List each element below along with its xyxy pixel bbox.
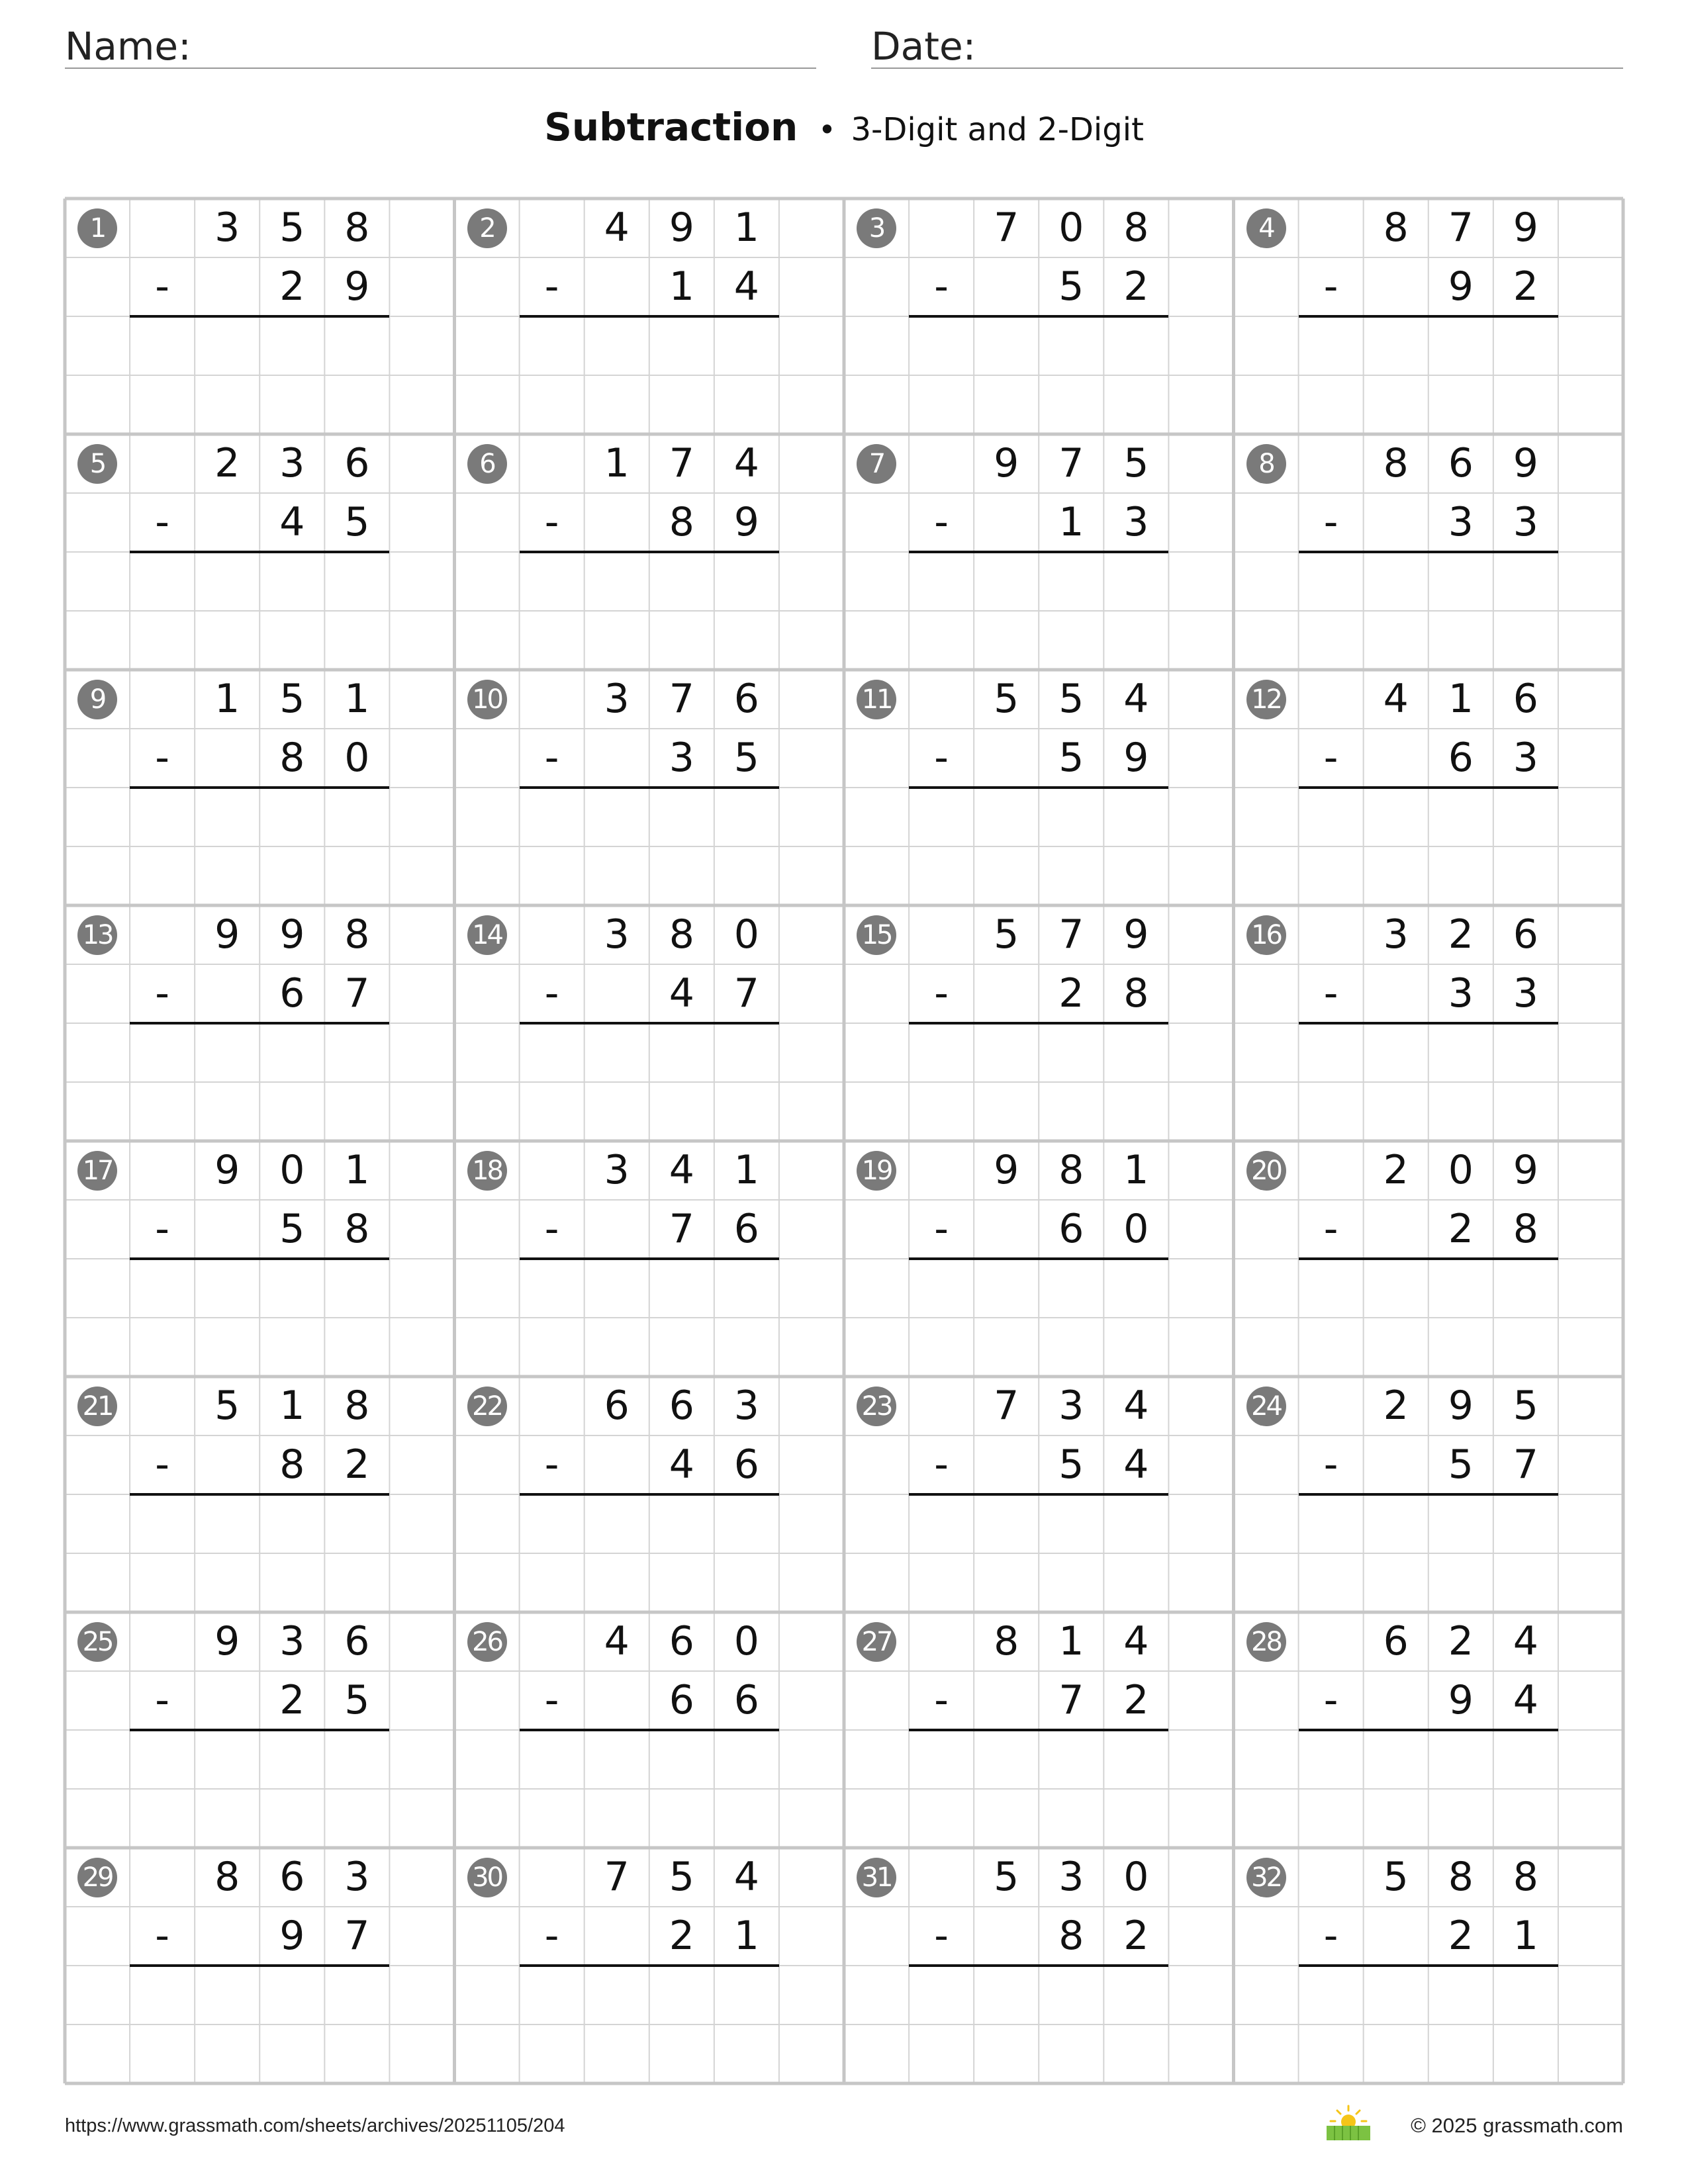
minus-sign: - [155,1677,169,1723]
subtrahend-digit: 4 [669,1441,694,1488]
minuend-digit: 5 [1383,1854,1409,1900]
subtrahend-digit: 2 [279,1677,305,1723]
minuend-digit: 6 [1383,1618,1409,1664]
answer-area[interactable] [1299,1966,1558,2083]
minuend-digit: 8 [669,911,694,958]
minus-sign: - [155,1441,169,1488]
subtrahend-digit: 3 [1513,970,1538,1017]
answer-area[interactable] [130,1023,389,1141]
minuend-digit: 6 [1513,676,1538,722]
subtrahend-digit: 9 [1123,735,1149,781]
subtrahend-digit: 0 [344,735,370,781]
subtrahend-digit: 6 [733,1677,759,1723]
answer-area[interactable] [1299,552,1558,670]
answer-area[interactable] [909,788,1168,905]
problem-number-badge: 14 [467,915,507,955]
minuend-digit: 4 [1383,676,1409,722]
minus-sign: - [1323,499,1338,545]
subtrahend-digit: 3 [1513,499,1538,545]
subtrahend-digit: 2 [1123,1913,1149,1959]
problem-20 [1234,1141,1623,1377]
subtrahend-digit: 9 [344,263,370,310]
minus-sign: - [155,1206,169,1252]
subtrahend-digit: 4 [1123,1441,1149,1488]
problem-31 [844,1848,1233,2083]
minuend-digit: 6 [669,1383,694,1429]
minuend-digit: 5 [279,676,305,722]
subtrahend-digit: 8 [1513,1206,1538,1252]
subtrahend-digit: 4 [669,970,694,1017]
problem-number-badge: 27 [857,1622,896,1662]
problem-2 [455,199,844,434]
problem-22 [455,1377,844,1612]
problem-number-badge: 19 [857,1151,896,1191]
minuend-digit: 1 [733,205,759,251]
minuend-digit: 9 [669,205,694,251]
minuend-digit: 6 [1448,440,1474,486]
answer-area[interactable] [909,1730,1168,1848]
problem-number-badge: 11 [857,680,896,719]
minuend-digit: 3 [344,1854,370,1900]
subtrahend-digit: 2 [1448,1206,1474,1252]
subtrahend-digit: 9 [733,499,759,545]
problem-number-badge: 6 [467,444,507,484]
subtrahend-digit: 3 [669,735,694,781]
subtrahend-digit: 1 [1513,1913,1538,1959]
subtrahend-digit: 5 [1448,1441,1474,1488]
subtrahend-digit: 7 [344,1913,370,1959]
problem-18 [455,1141,844,1377]
minuend-digit: 6 [1513,911,1538,958]
minuend-digit: 4 [733,1854,759,1900]
answer-area[interactable] [130,316,389,434]
minuend-digit: 8 [344,911,370,958]
minuend-digit: 4 [604,1618,630,1664]
subtrahend-digit: 7 [344,970,370,1017]
problem-number-badge: 8 [1246,444,1286,484]
subtrahend-digit: 4 [279,499,305,545]
subtrahend-digit: 2 [279,263,305,310]
subtrahend-digit: 8 [344,1206,370,1252]
footer-copyright: © 2025 grassmath.com [1411,2114,1623,2137]
answer-area[interactable] [1299,788,1558,905]
minus-sign: - [934,1677,949,1723]
problem-number-badge: 32 [1246,1858,1286,1897]
subtrahend-digit: 8 [669,499,694,545]
problem-12 [1234,670,1623,905]
minus-sign: - [544,1913,559,1959]
problem-16 [1234,905,1623,1141]
minuend-digit: 1 [1058,1618,1084,1664]
minuend-digit: 5 [669,1854,694,1900]
minuend-digit: 1 [214,676,240,722]
problem-number-badge: 10 [467,680,507,719]
minuend-digit: 0 [1448,1147,1474,1193]
problem-number-badge: 5 [77,444,117,484]
answer-area[interactable] [909,316,1168,434]
subtrahend-digit: 7 [1058,1677,1084,1723]
minus-sign: - [1323,1913,1338,1959]
minuend-digit: 4 [1123,1383,1149,1429]
minus-sign: - [544,1441,559,1488]
subtrahend-digit: 7 [1513,1441,1538,1488]
subtrahend-digit: 2 [1123,263,1149,310]
minuend-digit: 4 [733,440,759,486]
subtrahend-digit: 5 [344,499,370,545]
subtrahend-digit: 9 [279,1913,305,1959]
minuend-digit: 3 [604,911,630,958]
answer-area[interactable] [130,1259,389,1377]
minuend-digit: 8 [1448,1854,1474,1900]
title-subtitle: 3-Digit and 2-Digit [851,111,1144,148]
answer-area[interactable] [1299,316,1558,434]
answer-area[interactable] [520,552,779,670]
problem-number-badge: 4 [1246,208,1286,248]
minus-sign: - [934,1913,949,1959]
minuend-digit: 9 [214,1618,240,1664]
subtrahend-digit: 4 [1513,1677,1538,1723]
minuend-digit: 2 [1448,911,1474,958]
minuend-digit: 9 [1513,440,1538,486]
problem-number-badge: 22 [467,1387,507,1426]
problem-number-badge: 20 [1246,1151,1286,1191]
answer-area[interactable] [520,1259,779,1377]
problem-23 [844,1377,1233,1612]
subtrahend-digit: 8 [279,735,305,781]
problem-7 [844,434,1233,670]
minuend-digit: 4 [1123,676,1149,722]
problem-number-badge: 17 [77,1151,117,1191]
minuend-digit: 5 [1123,440,1149,486]
problem-number-badge: 21 [77,1387,117,1426]
problem-number-badge: 26 [467,1622,507,1662]
minuend-digit: 7 [1058,911,1084,958]
minus-sign: - [1323,1677,1338,1723]
problem-26 [455,1612,844,1848]
subtrahend-digit: 6 [733,1441,759,1488]
minuend-digit: 1 [344,1147,370,1193]
minus-sign: - [934,970,949,1017]
subtrahend-digit: 2 [1058,970,1084,1017]
minuend-digit: 6 [733,676,759,722]
problem-number-badge: 2 [467,208,507,248]
problem-number-badge: 24 [1246,1387,1286,1426]
problem-number-badge: 9 [77,680,117,719]
problem-5 [65,434,454,670]
minuend-digit: 8 [1383,205,1409,251]
answer-area[interactable] [130,1730,389,1848]
minuend-digit: 8 [994,1618,1019,1664]
subtrahend-digit: 8 [1058,1913,1084,1959]
subtrahend-digit: 6 [1448,735,1474,781]
subtrahend-digit: 5 [1058,1441,1084,1488]
subtrahend-digit: 2 [669,1913,694,1959]
minuend-digit: 7 [1058,440,1084,486]
minuend-digit: 5 [214,1383,240,1429]
minus-sign: - [544,735,559,781]
minuend-digit: 7 [1448,205,1474,251]
subtrahend-digit: 8 [1123,970,1149,1017]
minuend-digit: 8 [1058,1147,1084,1193]
minuend-digit: 4 [1513,1618,1538,1664]
minuend-digit: 7 [669,676,694,722]
problem-4 [1234,199,1623,434]
minuend-digit: 1 [1123,1147,1149,1193]
minuend-digit: 1 [733,1147,759,1193]
minus-sign: - [544,1677,559,1723]
subtrahend-digit: 5 [733,735,759,781]
sun-icon [1331,2106,1366,2129]
minuend-digit: 5 [1513,1383,1538,1429]
problem-6 [455,434,844,670]
minuend-digit: 8 [1513,1854,1538,1900]
minuend-digit: 6 [344,440,370,486]
minuend-digit: 7 [669,440,694,486]
problem-number-badge: 28 [1246,1622,1286,1662]
subtrahend-digit: 5 [1058,263,1084,310]
minuend-digit: 6 [669,1618,694,1664]
minus-sign: - [1323,1441,1338,1488]
minuend-digit: 3 [604,676,630,722]
problem-1 [65,199,454,434]
answer-area[interactable] [520,316,779,434]
problem-number-badge: 16 [1246,915,1286,955]
minuend-digit: 5 [994,676,1019,722]
minuend-digit: 5 [279,205,305,251]
minuend-digit: 9 [279,911,305,958]
answer-area[interactable] [909,1023,1168,1141]
problem-number-badge: 3 [857,208,896,248]
minuend-digit: 8 [344,205,370,251]
minuend-digit: 1 [279,1383,305,1429]
minus-sign: - [155,970,169,1017]
minus-sign: - [155,1913,169,1959]
minus-sign: - [155,263,169,310]
subtrahend-digit: 1 [669,263,694,310]
minuend-digit: 8 [1383,440,1409,486]
subtrahend-digit: 6 [733,1206,759,1252]
minuend-digit: 0 [733,1618,759,1664]
minus-sign: - [934,1206,949,1252]
problem-27 [844,1612,1233,1848]
minuend-digit: 5 [994,1854,1019,1900]
minus-sign: - [934,499,949,545]
minus-sign: - [1323,263,1338,310]
minuend-digit: 0 [279,1147,305,1193]
subtrahend-digit: 5 [1058,735,1084,781]
subtrahend-digit: 1 [1058,499,1084,545]
minuend-digit: 9 [1123,911,1149,958]
problem-9 [65,670,454,905]
minus-sign: - [1323,970,1338,1017]
minuend-digit: 5 [1058,676,1084,722]
minuend-digit: 3 [214,205,240,251]
minuend-digit: 7 [604,1854,630,1900]
minus-sign: - [155,499,169,545]
answer-area[interactable] [520,788,779,905]
subtrahend-digit: 0 [1123,1206,1149,1252]
problem-14 [455,905,844,1141]
minuend-digit: 1 [344,676,370,722]
grass-icon [1327,2126,1370,2140]
answer-area[interactable] [130,788,389,905]
minuend-digit: 9 [1513,205,1538,251]
subtrahend-digit: 5 [279,1206,305,1252]
subtrahend-digit: 3 [1123,499,1149,545]
minus-sign: - [1323,735,1338,781]
subtrahend-digit: 9 [1448,263,1474,310]
name-label: Name: [65,24,191,69]
minus-sign: - [544,499,559,545]
minuend-digit: 8 [214,1854,240,1900]
minuend-digit: 8 [344,1383,370,1429]
minus-sign: - [544,263,559,310]
minus-sign: - [544,1206,559,1252]
problem-number-badge: 7 [857,444,896,484]
minuend-digit: 3 [1058,1854,1084,1900]
problem-8 [1234,434,1623,670]
minuend-digit: 4 [1123,1618,1149,1664]
problem-25 [65,1612,454,1848]
minuend-digit: 1 [1448,676,1474,722]
minus-sign: - [544,970,559,1017]
subtrahend-digit: 3 [1448,970,1474,1017]
date-label: Date: [871,24,976,69]
answer-area[interactable] [130,1494,389,1612]
minuend-digit: 3 [279,440,305,486]
minuend-digit: 7 [994,205,1019,251]
minuend-digit: 0 [733,911,759,958]
problem-19 [844,1141,1233,1377]
problem-number-badge: 1 [77,208,117,248]
answer-area[interactable] [909,1494,1168,1612]
problem-32 [1234,1848,1623,2083]
problem-number-badge: 12 [1246,680,1286,719]
minuend-digit: 7 [994,1383,1019,1429]
minuend-digit: 6 [279,1854,305,1900]
subtrahend-digit: 2 [344,1441,370,1488]
minuend-digit: 9 [214,1147,240,1193]
problem-11 [844,670,1233,905]
minuend-digit: 9 [1513,1147,1538,1193]
minuend-digit: 0 [1123,1854,1149,1900]
problem-29 [65,1848,454,2083]
subtrahend-digit: 7 [669,1206,694,1252]
problem-15 [844,905,1233,1141]
subtrahend-digit: 6 [1058,1206,1084,1252]
subtrahend-digit: 6 [279,970,305,1017]
minuend-digit: 1 [604,440,630,486]
minuend-digit: 4 [669,1147,694,1193]
problem-28 [1234,1612,1623,1848]
answer-area[interactable] [520,1966,779,2083]
minuend-digit: 9 [1448,1383,1474,1429]
minuend-digit: 9 [994,440,1019,486]
problem-number-badge: 13 [77,915,117,955]
minuend-digit: 2 [1448,1618,1474,1664]
problem-3 [844,199,1233,434]
minuend-digit: 3 [279,1618,305,1664]
problem-number-badge: 23 [857,1387,896,1426]
subtrahend-digit: 7 [733,970,759,1017]
subtrahend-digit: 6 [669,1677,694,1723]
subtrahend-digit: 2 [1513,263,1538,310]
grass-sun-logo-icon [1323,2103,1374,2142]
minuend-digit: 8 [1123,205,1149,251]
answer-area[interactable] [520,1494,779,1612]
minuend-digit: 3 [1383,911,1409,958]
answer-area[interactable] [1299,1023,1558,1141]
title-main: Subtraction [544,105,798,150]
answer-area[interactable] [1299,1730,1558,1848]
problem-10 [455,670,844,905]
minuend-digit: 3 [733,1383,759,1429]
answer-area[interactable] [1299,1494,1558,1612]
subtrahend-digit: 2 [1123,1677,1149,1723]
problem-number-badge: 30 [467,1858,507,1897]
subtrahend-digit: 4 [733,263,759,310]
problem-30 [455,1848,844,2083]
minuend-digit: 5 [994,911,1019,958]
title-bullet: • [818,112,836,148]
minuend-digit: 9 [994,1147,1019,1193]
minus-sign: - [934,1441,949,1488]
subtrahend-digit: 5 [344,1677,370,1723]
problem-21 [65,1377,454,1612]
minuend-digit: 9 [214,911,240,958]
minuend-digit: 6 [604,1383,630,1429]
answer-area[interactable] [520,1023,779,1141]
answer-area[interactable] [130,1966,389,2083]
minuend-digit: 2 [1383,1383,1409,1429]
subtrahend-digit: 1 [733,1913,759,1959]
problem-number-badge: 15 [857,915,896,955]
problem-24 [1234,1377,1623,1612]
minuend-digit: 6 [344,1618,370,1664]
minuend-digit: 3 [1058,1383,1084,1429]
minuend-digit: 4 [604,205,630,251]
minus-sign: - [934,735,949,781]
problem-13 [65,905,454,1141]
minus-sign: - [1323,1206,1338,1252]
problem-number-badge: 25 [77,1622,117,1662]
problem-number-badge: 31 [857,1858,896,1897]
problem-17 [65,1141,454,1377]
footer-url: https://www.grassmath.com/sheets/archives/20251105/204 [65,2115,565,2136]
subtrahend-digit: 3 [1448,499,1474,545]
subtrahend-digit: 9 [1448,1677,1474,1723]
problem-number-badge: 18 [467,1151,507,1191]
minuend-digit: 2 [1383,1147,1409,1193]
answer-area[interactable] [130,552,389,670]
minus-sign: - [155,735,169,781]
answer-area[interactable] [909,1259,1168,1377]
problem-number-badge: 29 [77,1858,117,1897]
answer-area[interactable] [520,1730,779,1848]
minuend-digit: 3 [604,1147,630,1193]
minuend-digit: 0 [1058,205,1084,251]
subtrahend-digit: 2 [1448,1913,1474,1959]
subtrahend-digit: 8 [279,1441,305,1488]
minuend-digit: 2 [214,440,240,486]
subtrahend-digit: 3 [1513,735,1538,781]
minus-sign: - [934,263,949,310]
answer-area[interactable] [909,552,1168,670]
answer-area[interactable] [1299,1259,1558,1377]
answer-area[interactable] [909,1966,1168,2083]
